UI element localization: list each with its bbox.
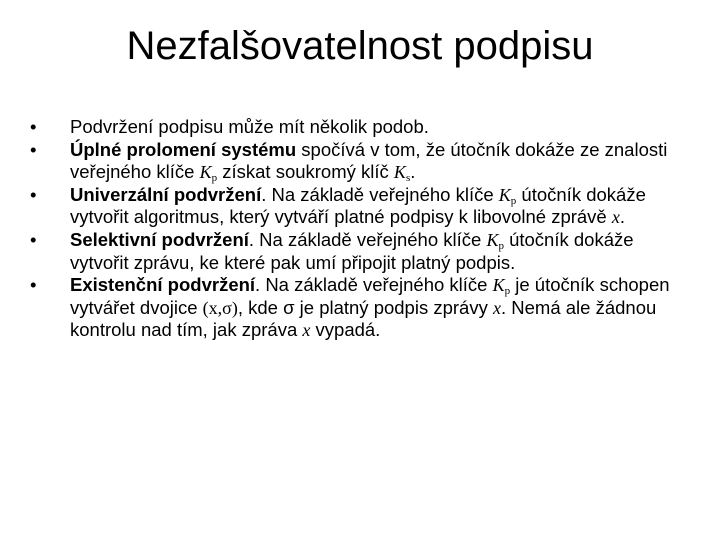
bullet-term: Úplné prolomení systému xyxy=(70,138,297,160)
bullet-item xyxy=(30,139,680,184)
bullet-text: Podvržení podpisu může mít několik podob. xyxy=(70,116,429,137)
bullet-list xyxy=(30,116,680,342)
slide-title: Nezfalšovatelnost podpisu xyxy=(126,24,594,68)
bullet-item xyxy=(30,116,680,139)
bullet-text: spočívá v tom, že útočník dokáže ze znalosti veřejného klíče xyxy=(70,138,668,183)
message-signature-pair: (x,σ) xyxy=(202,297,238,318)
bullet-term: Existenční podvržení xyxy=(70,274,256,296)
bullet-text: vypadá. xyxy=(310,319,381,341)
public-key-symbol: $K_p$ xyxy=(486,229,504,252)
bullet-text: . Na základě veřejného klíče xyxy=(255,274,493,296)
bullet-text: , kde σ je platný podpis zprávy xyxy=(237,296,493,318)
bullet-text: . xyxy=(410,161,416,183)
message-symbol: x xyxy=(492,297,501,318)
bullet-text: . Nemá ale žádnou kontrolu nad tím, jak zpráva xyxy=(70,296,657,341)
message-symbol: x xyxy=(611,207,620,228)
bullet-item xyxy=(30,184,680,229)
public-key-symbol: $K_p$ xyxy=(199,162,218,185)
bullet-text: je útočník schopen vytvářet dvojice xyxy=(70,274,670,318)
public-key-symbol: $K_p$ xyxy=(498,184,517,207)
bullet-term: Univerzální podvržení xyxy=(70,183,262,205)
bullet-term: Selektivní podvržení xyxy=(70,228,249,250)
bullet-text: . Na základě veřejného klíče xyxy=(261,183,499,205)
bullet-item xyxy=(30,229,680,274)
public-key-symbol: $K_p$ xyxy=(492,275,511,298)
bullet-text: útočník dokáže vytvořit algoritmus, který vytváří platné podpisy k libovolné zprávě xyxy=(70,183,646,228)
message-symbol: x xyxy=(302,320,311,341)
bullet-text: . xyxy=(619,206,626,228)
bullet-item xyxy=(30,274,680,342)
bullet-text: získat soukromý klíč xyxy=(217,161,394,183)
private-key-symbol: $K_s$ xyxy=(393,162,411,185)
bullet-text: útočník dokáže vytvořit zprávu, ke které pak umí připojit platný podpis. xyxy=(70,228,634,273)
bullet-text: . Na základě veřejného klíče xyxy=(248,228,487,250)
